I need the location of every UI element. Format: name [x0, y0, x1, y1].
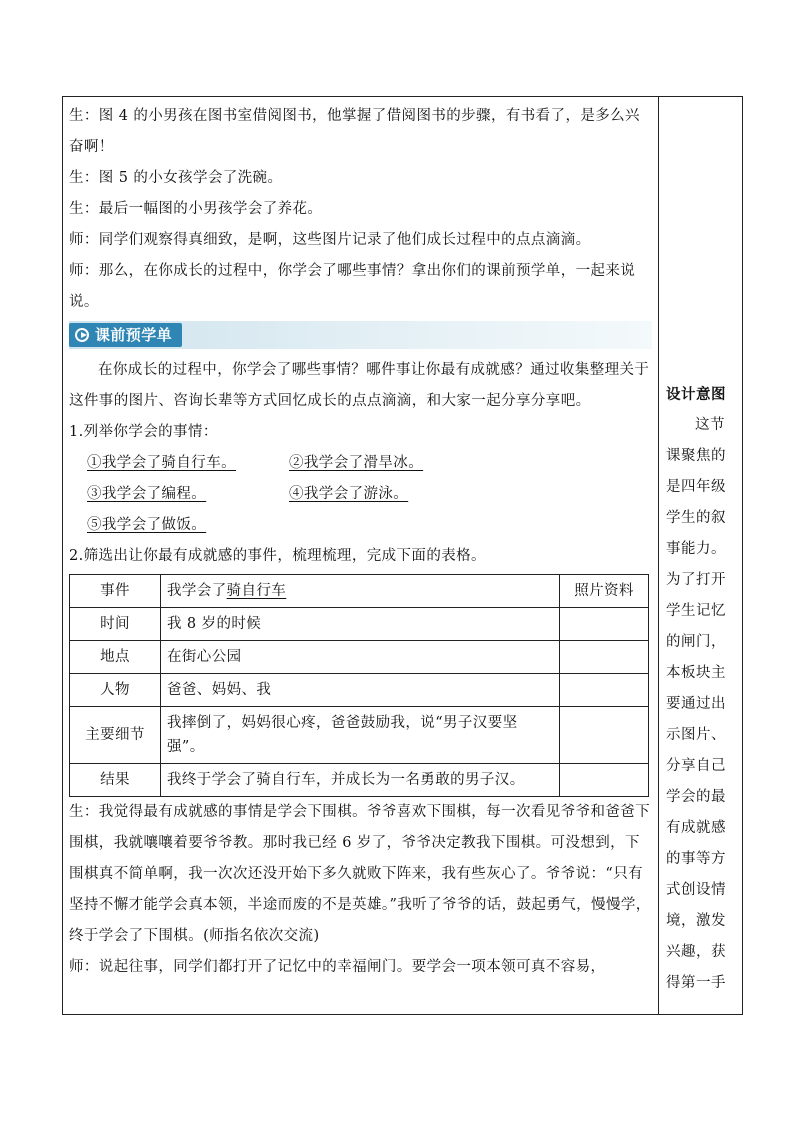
- event-value: 骑自行车: [226, 583, 287, 599]
- event-detail-table: [69, 574, 649, 797]
- banner-label: 课前预学单: [95, 325, 173, 344]
- table-header-cell: 时间: [70, 608, 161, 641]
- dialogue-paragraph: 生：我觉得最有成就感的事情是学会下围棋。爷爷喜欢下围棋，每一次看见爷爷和爸爸下围棋，我就嚷嚷着要爷爷教。那时我已经 6 岁了，爷爷决定教我下围棋。可没想到，下围棋真不简单啊，我一次次还没开始下多久就败下阵来，我有些灰心了。爷爷说：“只有坚持不懈才能学会真本领，半途而废的不是英雄。”我听了爷爷的话，鼓起勇气，慢慢学，终于学会了下围棋。(师指名依次交流): [69, 804, 651, 944]
- intro-paragraph: 在你成长的过程中，你学会了哪些事情？哪件事让你最有成就感？通过收集整理关于这件事的图片、咨询长辈等方式回忆成长的点点滴滴，和大家一起分享分享吧。: [69, 362, 650, 409]
- table-cell: 爸爸、妈妈、我: [161, 674, 560, 707]
- dialogue-line: 生：图 5 的小女孩学会了洗碗。: [69, 170, 283, 186]
- design-intent-column: [666, 379, 734, 999]
- table-header-cell: 地点: [70, 641, 161, 674]
- table-header-cell: 事件: [70, 575, 161, 608]
- design-intent-title: 设计意图: [666, 386, 726, 403]
- table-cell: 我 8 岁的时候: [161, 608, 560, 641]
- list-item: ④我学会了游泳。: [289, 486, 409, 502]
- preview-sheet-banner: [69, 321, 652, 349]
- table-header-cell: 结果: [70, 764, 161, 797]
- dialogue-line: 生：图 4 的小男孩在图书室借阅图书，他掌握了借阅图书的步骤，有书看了，是多么兴奋啊！: [69, 108, 640, 155]
- dialogue-line: 生：最后一幅图的小男孩学会了养花。: [69, 201, 323, 217]
- dialogue-paragraph: 师：说起往事，同学们都打开了记忆中的幸福闸门。要学会一项本领可真不容易，: [69, 959, 606, 975]
- list-row: [69, 479, 652, 510]
- play-circle-icon: [75, 328, 89, 342]
- photo-cell: [560, 707, 649, 764]
- lesson-content: [69, 101, 652, 983]
- table-row: [70, 608, 649, 641]
- dialogue-line: 师：那么，在你成长的过程中，你学会了哪些事情？拿出你们的课前预学单，一起来说说。: [69, 263, 636, 310]
- table-header-cell: 人物: [70, 674, 161, 707]
- question-2-title: 2.筛选出让你最有成就感的事件，梳理梳理，完成下面的表格。: [69, 548, 486, 564]
- table-cell: 我学会了骑自行车: [161, 575, 560, 608]
- design-intent-text: 这节课聚焦的是四年级学生的叙事能力。为了打开学生记忆的闸门，本板块主要通过出示图片、分享自己学会的最有成就感的事等方式创设情境，激发兴趣，获得第一手: [666, 417, 726, 991]
- table-row: [70, 764, 649, 797]
- photo-cell: [560, 641, 649, 674]
- photo-header-cell: 照片资料: [560, 575, 649, 608]
- table-cell: 在街心公园: [161, 641, 560, 674]
- question-1-title: 1.列举你学会的事情：: [69, 424, 218, 440]
- table-row: [70, 707, 649, 764]
- table-row: [70, 674, 649, 707]
- list-item: ①我学会了骑自行车。: [87, 455, 236, 471]
- table-cell: 我终于学会了骑自行车，并成长为一名勇敢的男子汉。: [161, 764, 560, 797]
- photo-cell: [560, 764, 649, 797]
- list-item: ②我学会了滑旱冰。: [289, 455, 424, 471]
- list-row: [69, 510, 652, 541]
- table-cell: 我摔倒了，妈妈很心疼，爸爸鼓励我，说“男子汉要坚强”。: [161, 707, 560, 764]
- lesson-plan-frame: [62, 96, 743, 1015]
- list-row: [69, 448, 652, 479]
- photo-cell: [560, 608, 649, 641]
- column-divider: [658, 97, 659, 1014]
- list-item: ③我学会了编程。: [87, 486, 207, 502]
- list-item: ⑤我学会了做饭。: [87, 517, 207, 533]
- dialogue-line: 师：同学们观察得真细致，是啊，这些图片记录了他们成长过程中的点点滴滴。: [69, 232, 591, 248]
- table-header-cell: 主要细节: [70, 707, 161, 764]
- photo-cell: [560, 674, 649, 707]
- table-row: [70, 641, 649, 674]
- table-row: [70, 575, 649, 608]
